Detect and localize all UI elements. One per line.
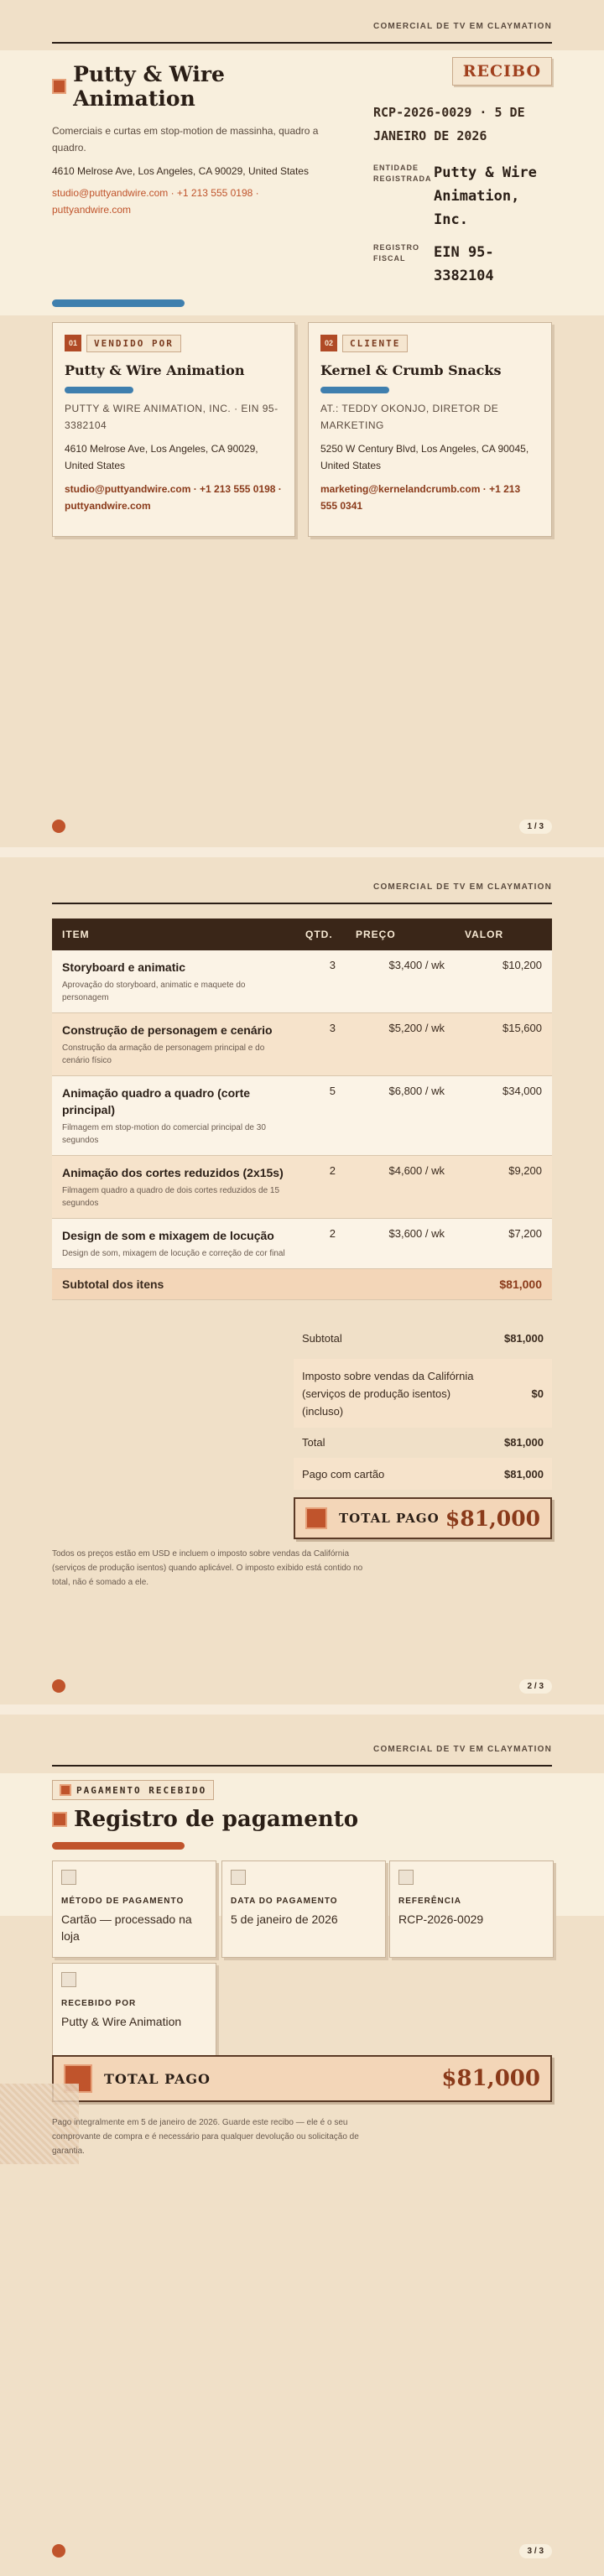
table-row: Construção de personagem e cenário Construção da armação de personagem principal e do cenário físico 3 $5,200 / wk $15,600 [52,1013,552,1076]
eyebrow: COMERCIAL DE TV EM CLAYMATION [373,1745,552,1754]
receipt-number-date: RCP-2026-0029 · 5 DE JANEIRO DE 2026 [373,105,525,143]
page-3 [0,1715,604,2576]
company-contact[interactable]: studio@puttyandwire.com · +1 213 555 0198 · puttyandwire.com [52,187,259,216]
page-number: 3 / 3 [519,2544,552,2558]
page-marker-icon [52,2544,65,2558]
blue-accent-bar [320,387,389,393]
client-name: Kernel & Crumb Snacks [320,362,502,379]
tax-note: Todos os preços estão em USD e incluem o imposto sobre vendas da Califórnia (serviços de produção isentos) quando aplicável. O imposto exibido está contido no total, não é somado a ele. [52,1549,363,1587]
blue-accent-bar [65,387,133,393]
received-by-card: RECEBIDO POR Putty & Wire Animation [52,1963,216,2060]
payment-method-card: MÉTODO DE PAGAMENTO Cartão — processado na loja [52,1860,216,1958]
summary-subtotal: Subtotal $81,000 [302,1332,544,1345]
client-contact[interactable]: marketing@kernelandcrumb.com · +1 213 555 0341 [320,483,521,513]
logo-mark-icon [52,1812,67,1827]
page-number: 2 / 3 [519,1679,552,1694]
company-name: Putty & Wire Animation [73,62,225,111]
checkbox-icon [398,1870,414,1885]
subtotal-row: Subtotal dos itens $81,000 [52,1269,552,1300]
page-number: 1 / 3 [519,820,552,834]
total-paid-box: TOTAL PAGO $81,000 [294,1497,552,1539]
tax-registration: REGISTRO FISCAL EIN 95-3382104 [373,243,494,284]
divider [52,903,552,904]
divider [52,1765,552,1767]
summary-paid: Pago com cartão $81,000 [294,1458,552,1490]
eyebrow: COMERCIAL DE TV EM CLAYMATION [373,882,552,892]
summary-tax: Imposto sobre vendas da Califórnia (serviços de produção isentos) (incluso) $0 [294,1359,552,1428]
client-card [308,322,552,537]
logo-mark-icon [52,79,66,94]
registered-entity: ENTIDADE REGISTRADA Putty & Wire Animation, Inc. [373,164,537,228]
seller-contact[interactable]: studio@puttyandwire.com · +1 213 555 0198 · puttyandwire.com [65,483,282,513]
section-number: 01 [65,335,81,351]
seller-name: Putty & Wire Animation [65,362,245,379]
logo-mark-icon [60,1784,71,1796]
sold-by-tag: VENDIDO POR [86,335,181,352]
blue-accent-bar [52,299,185,307]
client-address: 5250 W Century Blvd, Los Angeles, CA 90045, United States [320,443,529,472]
page-1 [0,0,604,847]
payment-reference-card: REFERÊNCIA RCP-2026-0029 [389,1860,554,1958]
checkbox-icon [61,1870,76,1885]
company-address: 4610 Melrose Ave, Los Angeles, CA 90029, United States [52,165,309,177]
logo-mark-icon [305,1507,327,1529]
table-row: Design de som e mixagem de locução Design de som, mixagem de locução e correção de cor final 2 $3,600 / wk $7,200 [52,1219,552,1269]
seller-address: 4610 Melrose Ave, Los Angeles, CA 90029, United States [65,443,258,472]
items-table [52,919,552,1300]
client-tag: CLIENTE [342,335,408,352]
checkbox-icon [61,1972,76,1987]
payment-note: Pago integralmente em 5 de janeiro de 2026. Guarde este recibo — ele é o seu comprovante de compra e é necessário para qualquer devolução ou solicitação de garantia. [52,2118,359,2156]
seller-legal-name: PUTTY & WIRE ANIMATION, INC. · EIN 95-3382104 [65,403,279,432]
receipt-badge: RECIBO [452,57,552,86]
table-row: Storyboard e animatic Aprovação do storyboard, animatic e maquete do personagem 3 $3,400 / wk $10,200 [52,950,552,1013]
summary-total: Total $81,000 [302,1436,544,1449]
table-row: Animação quadro a quadro (corte principal) Filmagem em stop-motion do comercial principal de 30 segundos 5 $6,800 / wk $34,000 [52,1076,552,1156]
divider [52,42,552,44]
column-header: ITEM [52,919,295,950]
payment-received-tag: PAGAMENTO RECEBIDO [52,1780,214,1800]
column-header: QTD. [295,919,346,950]
seller-header [52,62,337,218]
sold-by-card [52,322,295,537]
page-marker-icon [52,1679,65,1693]
orange-accent-bar [52,1842,185,1850]
payment-title: Registro de pagamento [52,1807,358,1832]
page-marker-icon [52,820,65,833]
client-attn: AT.: TEDDY OKONJO, DIRETOR DE MARKETING [320,403,499,432]
payment-date-card: DATA DO PAGAMENTO 5 de janeiro de 2026 [221,1860,386,1958]
column-header: PREÇO [346,919,455,950]
table-row: Animação dos cortes reduzidos (2x15s) Filmagem quadro a quadro de dois cortes reduzidos de 15 segundos 2 $4,600 / wk $9,200 [52,1156,552,1219]
section-number: 02 [320,335,337,351]
table-header [52,919,552,950]
payment-total-box: TOTAL PAGO $81,000 [52,2055,552,2102]
column-header: VALOR [455,919,552,950]
checkbox-icon [231,1870,246,1885]
eyebrow: COMERCIAL DE TV EM CLAYMATION [373,22,552,31]
page-2 [0,857,604,1704]
company-tagline: Comerciais e curtas em stop-motion de massinha, quadro a quadro. [52,125,319,154]
